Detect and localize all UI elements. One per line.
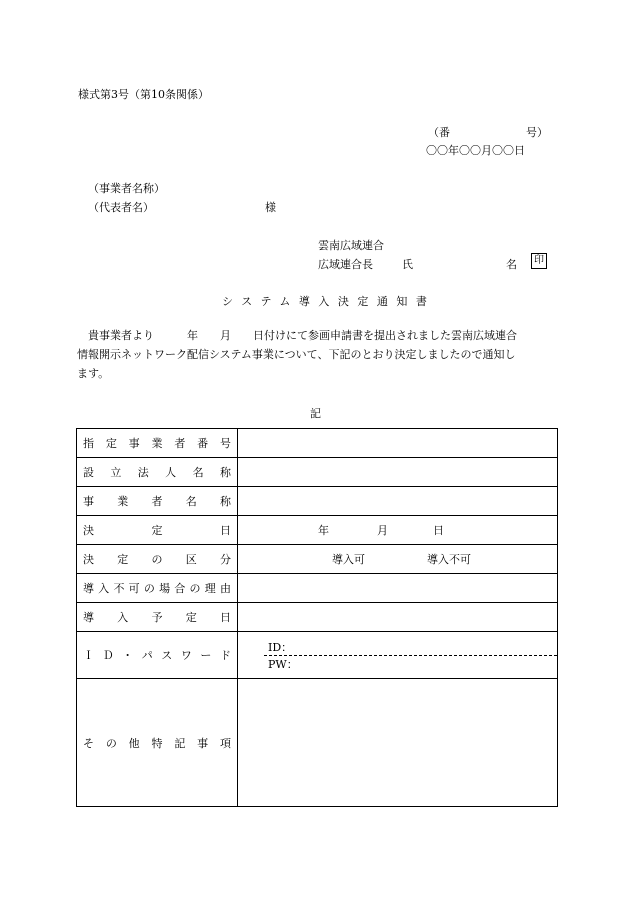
table-row xyxy=(77,458,558,487)
table-row xyxy=(77,545,558,574)
label-char: ー xyxy=(200,649,212,662)
label-text xyxy=(83,580,231,596)
date-day: 日 xyxy=(433,524,444,537)
reference-open: （番 xyxy=(428,126,450,139)
label-char: 業 xyxy=(151,437,163,450)
seal-mark: 印 xyxy=(531,253,547,269)
label-char: 称 xyxy=(219,466,231,479)
label-char: Ｄ xyxy=(102,649,114,662)
table-row xyxy=(77,679,558,807)
sender-given-name-label: 名 xyxy=(506,258,517,271)
label-char: 入 xyxy=(98,582,110,595)
label-cell xyxy=(77,632,238,679)
sender-organization: 雲南広域連合 xyxy=(318,239,384,252)
label-char: 場 xyxy=(159,582,171,595)
label-text xyxy=(83,735,231,751)
label-char: 事 xyxy=(128,437,140,450)
label-char: ・ xyxy=(122,649,134,662)
addressee-honorific: 様 xyxy=(265,201,276,214)
label-text xyxy=(83,551,231,567)
label-char: 他 xyxy=(128,736,140,750)
reference-close: 号） xyxy=(526,126,548,139)
label-char: の xyxy=(105,736,117,750)
label-char: 特 xyxy=(151,736,163,750)
label-char: 業 xyxy=(117,495,129,508)
label-char: 定 xyxy=(105,437,117,450)
label-char: 定 xyxy=(117,553,129,566)
label-char: 人 xyxy=(165,466,177,479)
label-text xyxy=(83,435,231,451)
label-text xyxy=(83,647,231,663)
date-fields xyxy=(238,522,557,538)
label-char: 導 xyxy=(83,582,94,595)
addressee-company: （事業者名称） xyxy=(88,182,165,195)
body-text xyxy=(77,326,561,383)
value-cell-special-notes[interactable] xyxy=(238,679,558,807)
label-char: 理 xyxy=(204,582,216,595)
table-row xyxy=(77,632,558,679)
body-line-2: 情報開示ネットワーク配信システム事業について、下記のとおり決定しましたので通知し xyxy=(77,348,516,361)
body-line-3: ます。 xyxy=(77,367,110,380)
label-char: 号 xyxy=(219,437,231,450)
form-number: 様式第3号（第10条関係） xyxy=(78,88,209,101)
label-char: 項 xyxy=(219,736,231,750)
label-char: 者 xyxy=(174,437,186,450)
label-char: 設 xyxy=(83,466,94,479)
label-cell xyxy=(77,487,238,516)
label-char: 決 xyxy=(83,524,94,537)
pw-row[interactable] xyxy=(238,656,557,672)
label-char: 日 xyxy=(220,524,231,537)
value-cell-planned-date[interactable] xyxy=(238,603,558,632)
label-char: 決 xyxy=(83,553,94,566)
value-cell-operator-number[interactable] xyxy=(238,429,558,458)
date-month: 月 xyxy=(377,524,388,537)
id-label: ID： xyxy=(268,640,293,654)
label-char: 事 xyxy=(83,495,94,508)
label-char: ワ xyxy=(180,649,192,662)
id-row[interactable] xyxy=(238,639,557,655)
addressee-representative: （代表者名） xyxy=(88,201,154,214)
decision-options xyxy=(238,551,557,567)
label-cell xyxy=(77,603,238,632)
value-cell-decision-date[interactable] xyxy=(238,516,558,545)
label-char: 由 xyxy=(219,582,231,595)
label-char: そ xyxy=(83,736,94,750)
document-title: システム導入決定通知書 xyxy=(222,295,436,308)
value-cell-corporation-name[interactable] xyxy=(238,458,558,487)
table-row xyxy=(77,429,558,458)
label-char: 定 xyxy=(151,524,163,537)
label-char: 法 xyxy=(137,466,149,479)
pw-label: PW： xyxy=(268,657,298,671)
label-char: 記 xyxy=(174,736,186,750)
label-char: 分 xyxy=(220,553,231,566)
label-char: ド xyxy=(219,649,231,662)
label-char: 名 xyxy=(185,495,197,508)
value-cell-id-password xyxy=(238,632,558,679)
label-char: パ xyxy=(141,649,153,662)
label-char: 日 xyxy=(220,611,231,624)
label-char: 定 xyxy=(185,611,197,624)
id-password-block xyxy=(238,639,557,672)
date-year: 年 xyxy=(318,524,329,537)
label-char: 不 xyxy=(113,582,125,595)
label-char: 指 xyxy=(83,437,94,450)
ki-heading: 記 xyxy=(310,407,321,420)
label-char: の xyxy=(143,582,155,595)
label-char: Ｉ xyxy=(83,649,94,662)
label-char: 予 xyxy=(151,611,163,624)
label-cell xyxy=(77,545,238,574)
label-char: 可 xyxy=(128,582,140,595)
issue-date: 〇〇年〇〇月〇〇日 xyxy=(426,144,525,157)
label-text xyxy=(83,609,231,625)
label-char: 者 xyxy=(151,495,163,508)
label-cell xyxy=(77,574,238,603)
table-row xyxy=(77,516,558,545)
decision-table xyxy=(76,428,558,807)
table-row xyxy=(77,487,558,516)
value-cell-operator-name[interactable] xyxy=(238,487,558,516)
label-char: 名 xyxy=(192,466,204,479)
label-text xyxy=(83,493,231,509)
table-row xyxy=(77,574,558,603)
label-char: 立 xyxy=(110,466,122,479)
label-char: ス xyxy=(161,649,173,662)
label-cell xyxy=(77,429,238,458)
label-cell xyxy=(77,458,238,487)
label-char: 番 xyxy=(197,437,209,450)
label-char: 称 xyxy=(220,495,231,508)
reference-number xyxy=(428,124,548,140)
body-line-1: 貴事業者より 年 月 日付けにて参画申請書を提出されました雲南広域連合 xyxy=(88,329,517,342)
sender-title: 広域連合長 xyxy=(318,258,373,271)
label-char: の xyxy=(189,582,201,595)
label-char: 導 xyxy=(83,611,94,624)
option-approved[interactable]: 導入可 xyxy=(332,553,365,566)
label-char: 事 xyxy=(197,736,209,750)
sender-surname-label: 氏 xyxy=(402,258,413,271)
label-char: 区 xyxy=(185,553,197,566)
label-text xyxy=(83,522,231,538)
label-cell xyxy=(77,679,238,807)
table-row xyxy=(77,603,558,632)
label-cell xyxy=(77,516,238,545)
label-char: の xyxy=(151,553,163,566)
option-rejected[interactable]: 導入不可 xyxy=(427,553,471,566)
label-text xyxy=(83,464,231,480)
label-char: 合 xyxy=(174,582,186,595)
value-cell-rejection-reason[interactable] xyxy=(238,574,558,603)
label-char: 入 xyxy=(117,611,129,624)
value-cell-decision-type xyxy=(238,545,558,574)
